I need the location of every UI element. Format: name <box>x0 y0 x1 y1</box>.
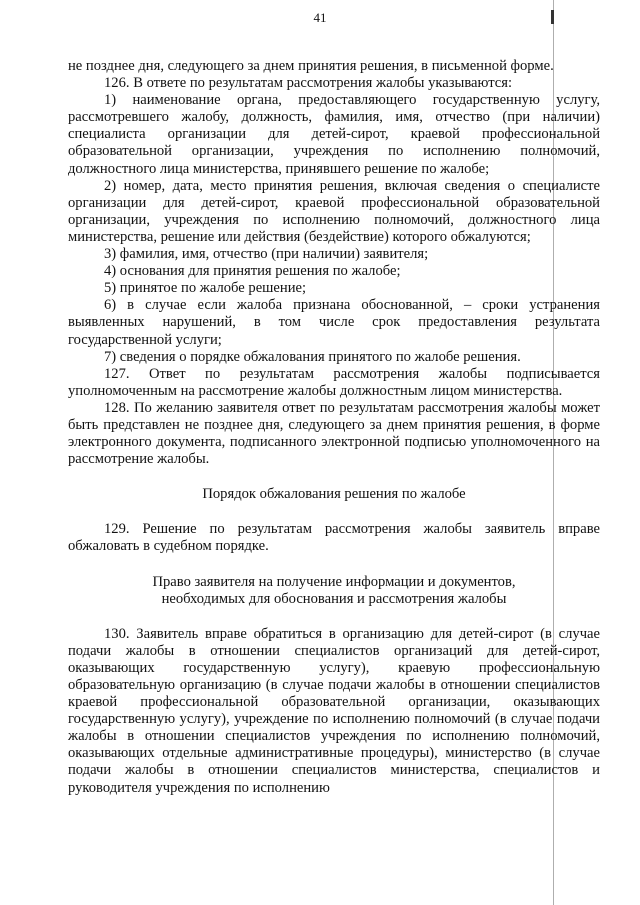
list-item-6: 6) в случае если жалоба признана обоснованной, – сроки устранения выявленных нарушений, в том числе срок предоставления результата государственной услуги; <box>68 297 600 348</box>
paragraph-129: 129. Решение по результатам рассмотрения жалобы заявитель вправе обжаловать в судебном порядке. <box>68 521 600 555</box>
page-number: 41 <box>313 10 327 25</box>
section-heading-appeal: Порядок обжалования решения по жалобе <box>202 486 466 503</box>
list-item-5: 5) принятое по жалобе решение; <box>104 280 307 297</box>
section-heading-rights <box>68 574 600 608</box>
paragraph-continuation: не позднее дня, следующего за днем принятия решения, в письменной форме. <box>68 58 554 74</box>
list-item-7: 7) сведения о порядке обжалования принятого по жалобе решения. <box>104 348 521 365</box>
section-heading-rights-line-1: Право заявителя на получение информации и документов, <box>152 573 516 590</box>
section-heading-rights-line-2: необходимых для обоснования и рассмотрения жалобы <box>161 590 507 607</box>
document-body <box>68 58 600 797</box>
paragraph-127: 127. Ответ по результатам рассмотрения жалобы подписывается уполномоченным на рассмотрение жалобы должностным лицом министерства. <box>68 365 600 399</box>
list-item-2: 2) номер, дата, место принятия решения, включая сведения о специалисте организации для детей-сирот, краевой профессиональной образовательной организации, учреждения по исполнению полномочий, должностного лица министерства, решение или действия (бездействие) которого обжалуются; <box>68 177 600 245</box>
list-item-1: 1) наименование органа, предоставляющего государственную услугу, рассмотревшего жалобу, должность, фамилия, имя, отчество (при наличии) специалиста организации для детей-сирот, краевой профессиональной образовательной организации, учреждения по исполнению полномочий, должностного лица министерства, принявшего решение по жалобе; <box>68 92 600 177</box>
paragraph-126: 126. В ответе по результатам рассмотрения жалобы указываются: <box>104 75 513 92</box>
paragraph-128: 128. По желанию заявителя ответ по результатам рассмотрения жалобы может быть представлен не позднее дня, следующего за днем принятия решения, в форме электронного документа, подписанного электронной подписью уполномоченного на рассмотрение жалобы. <box>68 399 600 468</box>
list-item-3: 3) фамилия, имя, отчество (при наличии) заявителя; <box>104 246 429 263</box>
list-item-4: 4) основания для принятия решения по жалобе; <box>104 263 401 280</box>
paragraph-130: 130. Заявитель вправе обратиться в организацию для детей-сирот (в случае подачи жалобы в отношении специалистов организаций для детей-сирот, оказывающих государственную услугу), краевую профессиональную образовательную организацию (в случае подачи жалобы в отношении специалистов краевой профессиональной образовательной организации, оказывающих государственную услугу), учреждение по исполнению полномочий (в случае подачи жалобы в отношении специалистов учреждения по исполнению полномочий, оказывающих отдельные административные процедуры), министерство (в случае подачи жалобы в отношении специалистов министерства, специалистов и руководителя учреждения по исполнению <box>68 625 600 796</box>
